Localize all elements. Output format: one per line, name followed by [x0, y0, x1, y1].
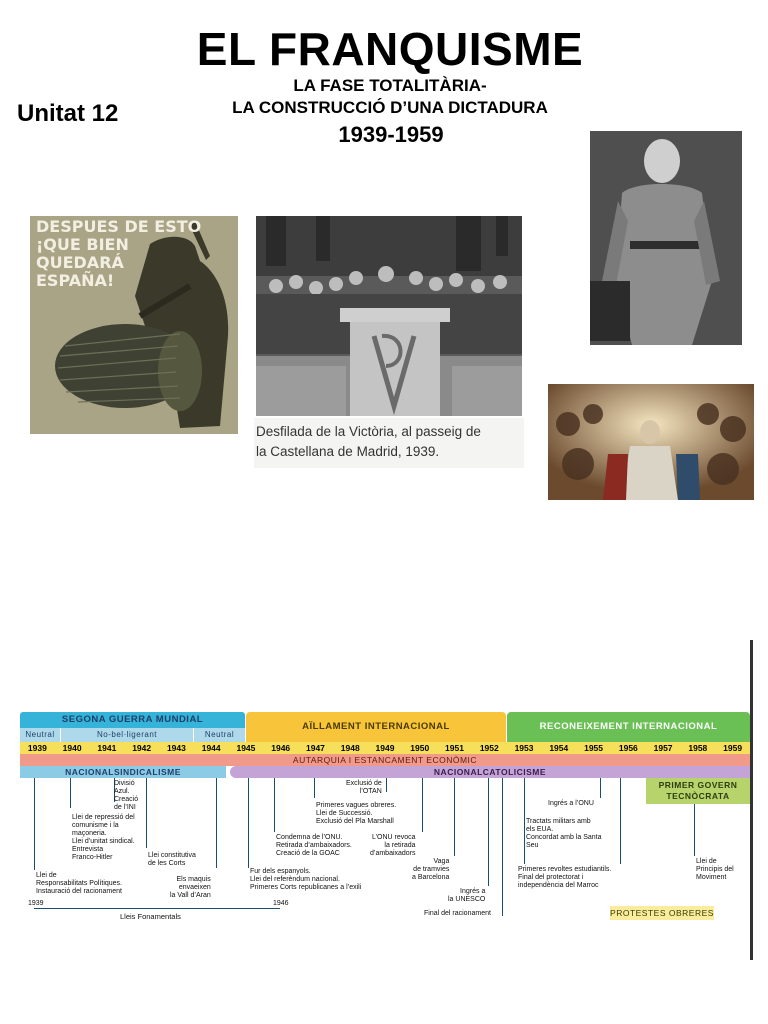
- connector: [248, 778, 249, 868]
- event-line: Llei del referèndum nacional.: [250, 876, 340, 883]
- year-label-1953: 1953: [514, 743, 534, 753]
- year-label-1942: 1942: [132, 743, 152, 753]
- event-line: Ingrés a: [460, 888, 486, 895]
- year-label-1952: 1952: [479, 743, 499, 753]
- event-responsabilitats: [36, 872, 122, 896]
- event-vagues: [316, 802, 396, 826]
- connector: [386, 778, 387, 792]
- event-line: a Barcelona: [412, 874, 450, 881]
- connector: [502, 778, 503, 916]
- caption-line-2: la Castellana de Madrid, 1939.: [256, 444, 440, 459]
- event-line: Moviment: [696, 874, 727, 881]
- band-autarquia: AUTARQUIA I ESTANCAMENT ECONÒMIC: [20, 754, 750, 766]
- band-segona-guerra: SEGONA GUERRA MUNDIAL: [20, 712, 245, 728]
- event-line: L’ONU revoca: [371, 834, 416, 841]
- year-label-1944: 1944: [201, 743, 221, 753]
- poster-text-3: QUEDARÁ: [36, 253, 124, 272]
- event-line: Primeres revoltes estudiantils.: [518, 866, 612, 873]
- connector: [34, 778, 35, 870]
- event-divisio-azul: [114, 780, 138, 812]
- band-primer-govern: PRIMER GOVERN TECNÒCRATA: [646, 778, 750, 804]
- year-label-1948: 1948: [340, 743, 360, 753]
- band-neutral-2: Neutral: [194, 728, 245, 742]
- year-label-1955: 1955: [584, 743, 604, 753]
- caption-line-1: Desfilada de la Victòria, al passeig de: [256, 424, 481, 439]
- year-label-1959: 1959: [723, 743, 743, 753]
- connector: [216, 778, 217, 868]
- event-line: d’ambaixadors: [370, 850, 416, 857]
- connector: [488, 778, 489, 886]
- year-label-1951: 1951: [445, 743, 464, 753]
- event-line: Instauració del racionament: [36, 888, 122, 895]
- event-line: Vaga: [433, 858, 450, 865]
- connector: [274, 778, 275, 832]
- event-line: Azul.: [114, 788, 130, 795]
- event-line: maçoneria.: [72, 830, 107, 837]
- timeline-right-border: [750, 640, 753, 960]
- connector: [694, 804, 695, 856]
- event-principis-moviment: [696, 858, 734, 882]
- connector: [620, 778, 621, 864]
- event-line: Creació: [114, 796, 139, 803]
- event-line: comunisme i la: [72, 822, 119, 829]
- year-label-1945: 1945: [236, 743, 256, 753]
- event-otan: [346, 780, 382, 796]
- band-protestes: PROTESTES OBRERES: [610, 908, 714, 918]
- event-line: envaeixen: [178, 884, 211, 891]
- connector: [314, 778, 315, 798]
- event-line: de l’INI: [114, 804, 136, 811]
- event-corts: [148, 852, 196, 868]
- page-title: EL FRANQUISME: [196, 23, 584, 75]
- band-neutral-1: Neutral: [20, 728, 60, 742]
- event-line: Franco-Hitler: [72, 854, 113, 861]
- event-line: Creació de la GOAC: [276, 850, 340, 857]
- event-tractats-eua: [526, 818, 602, 850]
- event-line: de les Corts: [148, 860, 186, 867]
- connector: [454, 778, 455, 856]
- event-line: Concordat amb la Santa: [526, 834, 602, 841]
- event-line: la UNESCO: [448, 896, 486, 903]
- event-line: Llei de Successió.: [316, 810, 373, 817]
- year-label-1958: 1958: [688, 743, 708, 753]
- year-label-1954: 1954: [549, 743, 569, 753]
- event-line: l’OTAN: [359, 788, 382, 795]
- unit-label: Unitat 12: [17, 100, 119, 127]
- event-line: de tramvies: [413, 866, 450, 873]
- year-label-1956: 1956: [618, 743, 638, 753]
- event-line: Seu: [526, 842, 539, 849]
- event-condemna-onu: [276, 834, 352, 858]
- poster-text-1: DESPUES DE ESTO: [36, 217, 202, 236]
- event-line: Exclusió de: [346, 780, 382, 787]
- event-line: Llei constitutiva: [148, 852, 196, 859]
- band-nobel: No-bel·ligerant: [61, 728, 193, 742]
- connector: [422, 778, 423, 832]
- event-line: Llei d’unitat sindical.: [72, 838, 135, 845]
- event-line: Els maquis: [176, 876, 211, 883]
- event-line: la Vall d’Aran: [170, 892, 211, 899]
- event-fur-espanyols: [250, 868, 361, 892]
- event-unesco: [448, 888, 485, 904]
- lleis-bracket: [34, 908, 280, 909]
- year-label-1943: 1943: [166, 743, 186, 753]
- event-line: Principis del: [696, 866, 734, 873]
- franco-portrait-photo: [590, 131, 742, 345]
- event-revoltes: [518, 866, 611, 890]
- connector: [70, 778, 71, 808]
- propaganda-poster-image: [30, 216, 238, 434]
- timeline-chart: [20, 712, 750, 962]
- event-line: els EUA.: [526, 826, 554, 833]
- event-line: Divisió: [114, 780, 135, 787]
- event-line: Tractats militars amb: [526, 818, 591, 825]
- event-line: Ingrés a l’ONU: [548, 800, 594, 807]
- subtitle-2: LA CONSTRUCCIÓ D’UNA DICTADURA: [232, 98, 548, 117]
- connector: [524, 778, 525, 864]
- band-nacionalcatolicisme: NACIONALCATOLICISME: [230, 766, 750, 778]
- poster-text-4: ESPAÑA!: [36, 271, 115, 290]
- event-ingres-onu: [548, 800, 594, 808]
- band-aillament: AÏLLAMENT INTERNACIONAL: [246, 712, 506, 742]
- event-line: Llei de repressió del: [72, 814, 135, 821]
- period-years: 1939-1959: [338, 122, 444, 147]
- poster-text-2: ¡QUE BIEN: [36, 235, 129, 254]
- event-onu-revoca: [370, 834, 416, 858]
- event-llei-repressio: [72, 814, 135, 862]
- year-label-1941: 1941: [97, 743, 117, 753]
- event-line: independència del Marroc: [518, 882, 599, 889]
- victory-parade-photo: [256, 216, 522, 416]
- event-line: Entrevista: [72, 846, 104, 853]
- event-line: Retirada d’ambaixadors.: [276, 842, 352, 849]
- label-lleis-fonamentals: Lleis Fonamentals: [120, 912, 181, 921]
- photo-caption: [254, 418, 524, 468]
- event-line: Condemna de l’ONU.: [276, 834, 343, 841]
- event-line: Primeres vagues obreres.: [316, 802, 397, 809]
- year-label-1939: 1939: [27, 743, 47, 753]
- event-line: Responsabilitats Polítiques.: [36, 880, 122, 887]
- event-line: Exclusió del Pla Marshall: [316, 818, 394, 825]
- year-label-1949: 1949: [375, 743, 395, 753]
- historical-painting-image: [548, 384, 754, 500]
- connector: [146, 778, 147, 848]
- band-reconeixement: RECONEIXEMENT INTERNACIONAL: [507, 712, 750, 742]
- event-line: Llei de: [696, 858, 717, 865]
- event-line: Final del racionament: [424, 910, 491, 917]
- event-line: Fur dels espanyols.: [250, 868, 311, 875]
- event-line: Final del protectorat i: [518, 874, 584, 881]
- event-final-racionament: [424, 910, 491, 918]
- year-label-1950: 1950: [410, 743, 430, 753]
- label-1946: 1946: [273, 900, 289, 907]
- subtitle-1: LA FASE TOTALITÀRIA-: [293, 76, 487, 95]
- year-label-1947: 1947: [306, 743, 325, 753]
- event-line: Primeres Corts republicanes a l’exili: [250, 884, 362, 891]
- year-label-1946: 1946: [271, 743, 291, 753]
- band-nacionalsindicalisme: NACIONALSINDICALISME: [20, 766, 226, 778]
- connector: [600, 778, 601, 798]
- label-1939: 1939: [28, 900, 44, 907]
- event-line: Llei de: [36, 872, 57, 879]
- year-label-1940: 1940: [62, 743, 82, 753]
- year-label-1957: 1957: [653, 743, 673, 753]
- event-maquis: [170, 876, 211, 900]
- event-line: la retirada: [384, 842, 416, 849]
- event-vaga-tramvies: [412, 858, 449, 882]
